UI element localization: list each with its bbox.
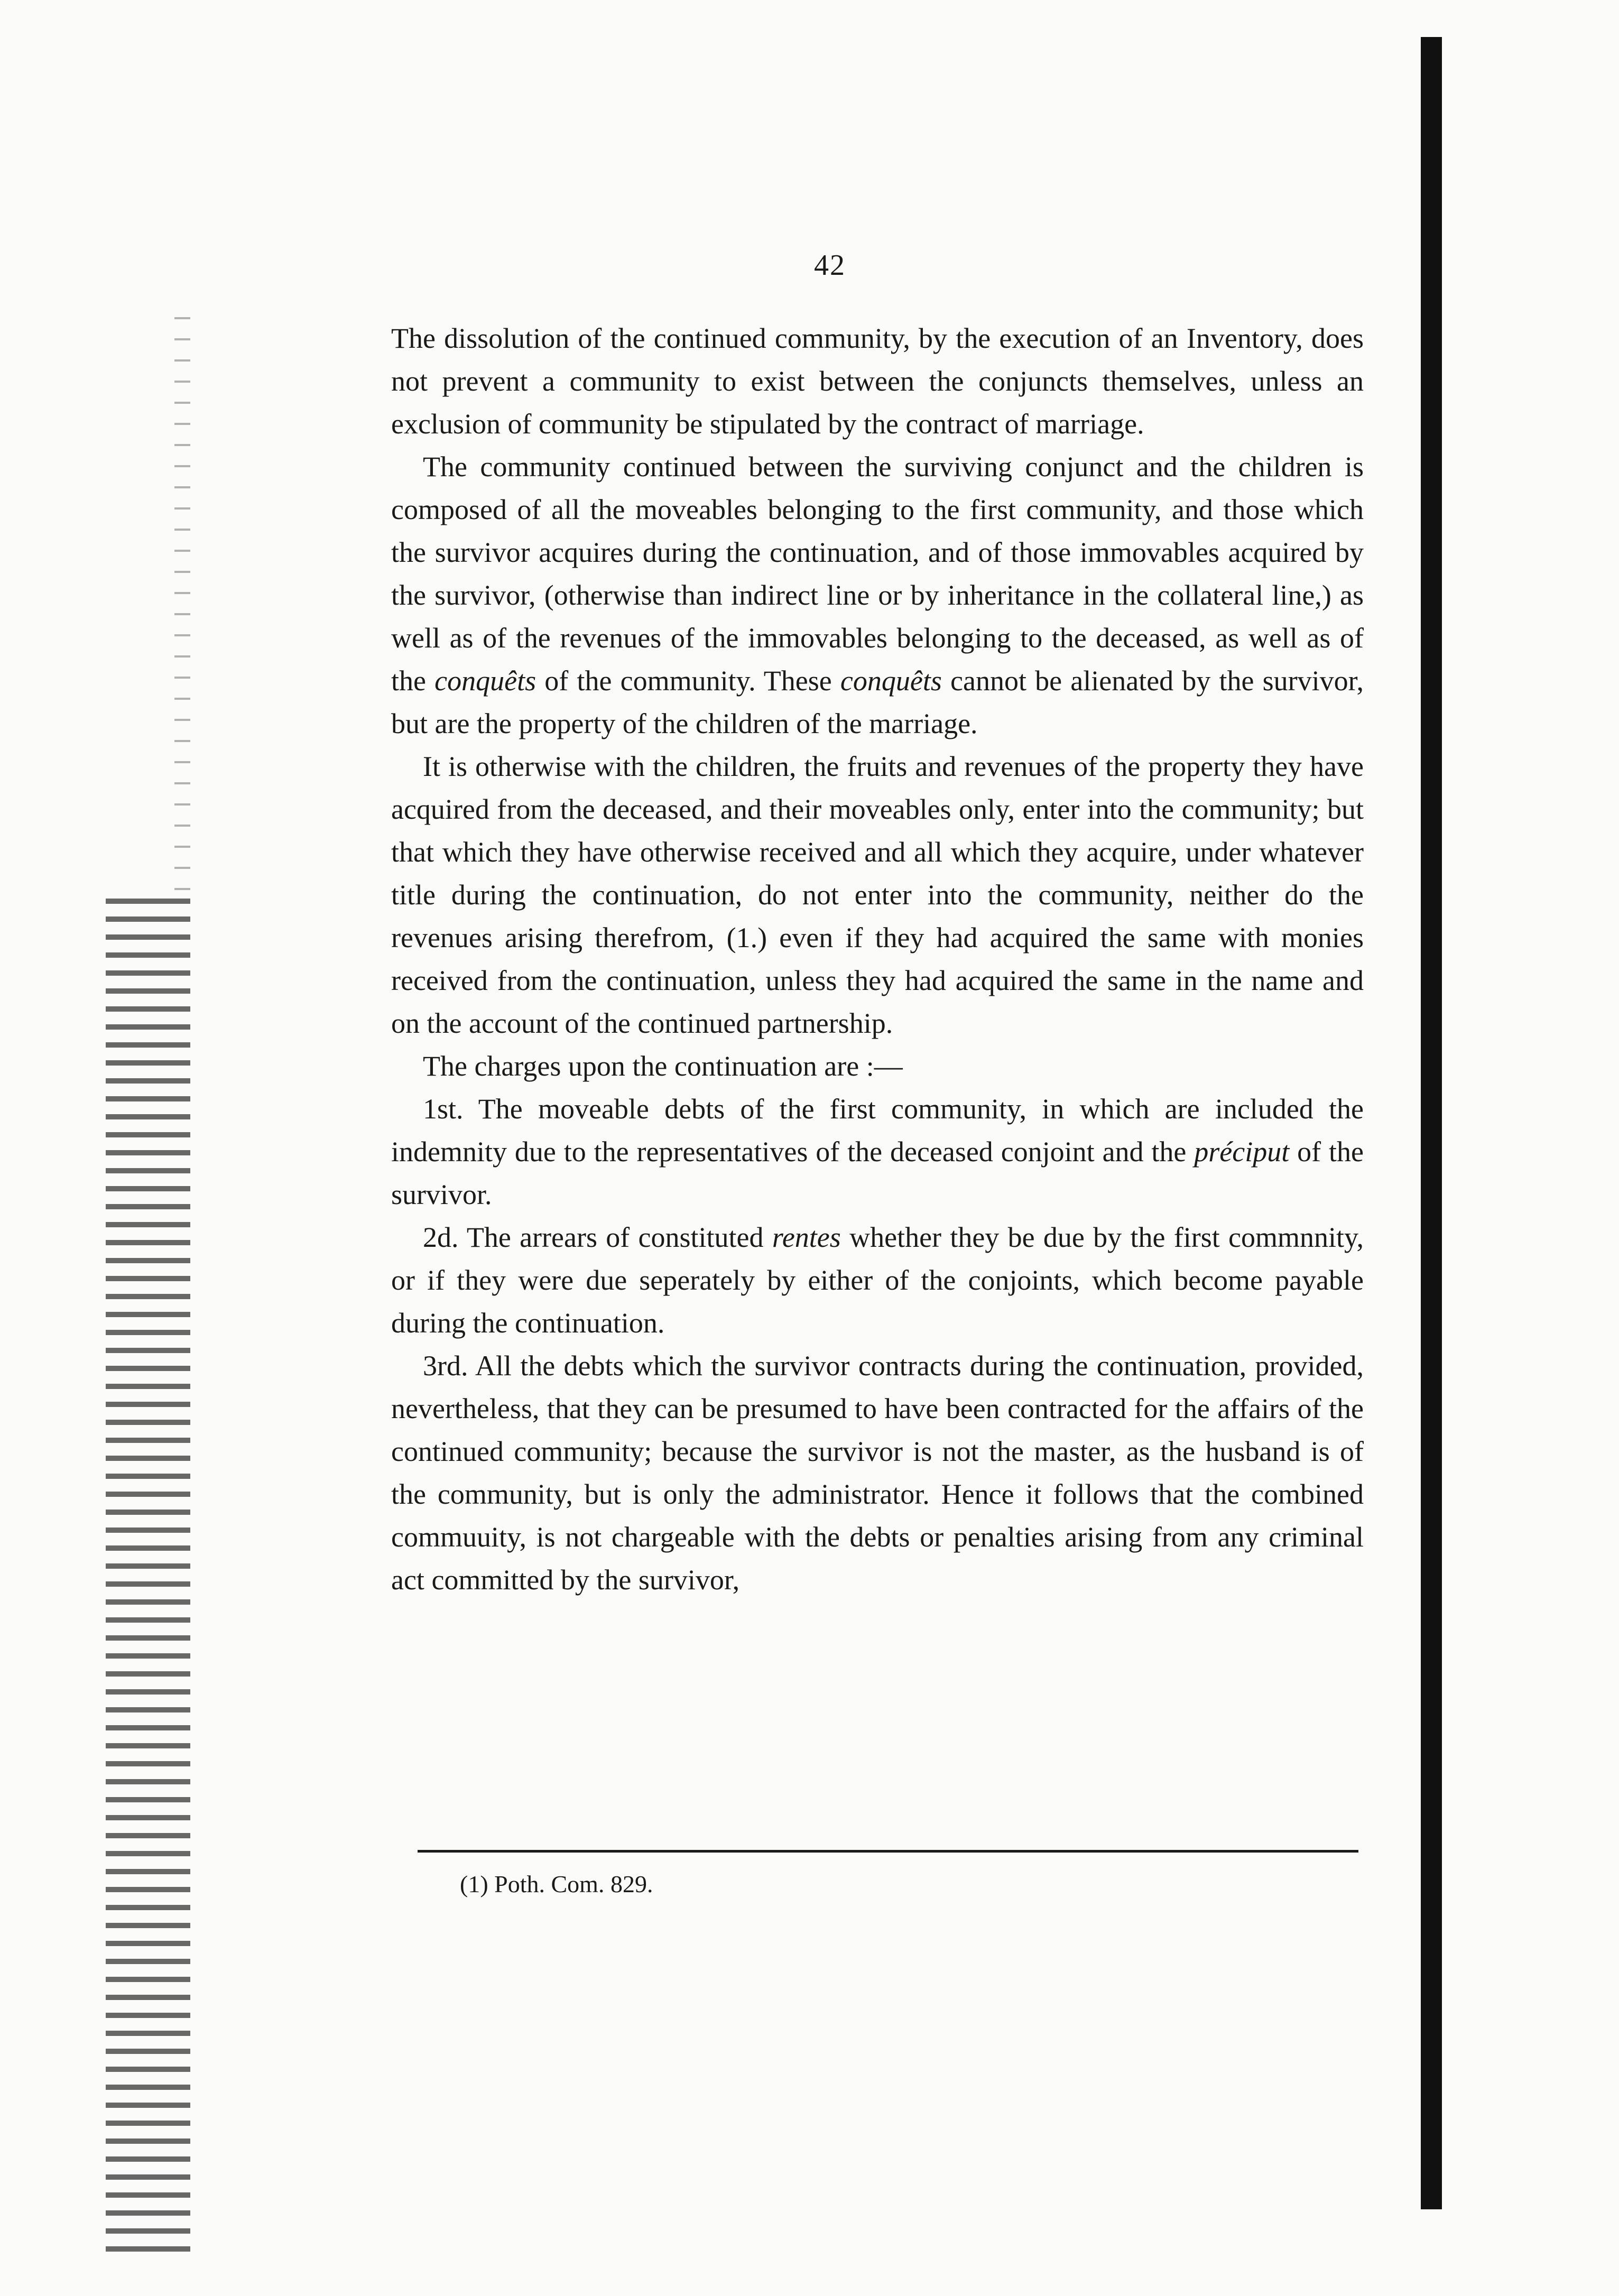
footnote-rule — [418, 1850, 1358, 1853]
paragraph-3: It is otherwise with the children, the fruits and revenues of the property they have acquired from the deceased, and their moveables only, enter into the community; but that which they have otherwise received and all which they acquire, under whatever title during the continuation, do not enter into the community, neither do the revenues arising therefrom, (1.) even if they had acquired the same with monies received from the continuation, unless they had acquired the same in the name and on the account of the continued partnership. — [391, 751, 1364, 1039]
italic-term: conquêts — [840, 665, 942, 697]
page-number: 42 — [814, 249, 846, 282]
footnote: (1) Poth. Com. 829. — [460, 1871, 653, 1897]
body-text — [391, 317, 1364, 1601]
italic-term: conquêts — [434, 665, 536, 697]
scan-edge-artifact — [106, 899, 190, 2262]
italic-term: rentes — [772, 1221, 841, 1253]
paragraph-5: 1st. The moveable debts of the first community, in which are included the indemnity due to the representatives of the deceased conjoint and the préciput of the survivor. — [391, 1093, 1364, 1210]
italic-term: préciput — [1194, 1136, 1290, 1168]
binding-shadow-bar — [1421, 37, 1442, 2209]
paragraph-1: The dissolution of the continued community, by the execution of an Inventory, does not prevent a community to exist between the conjuncts themselves, unless an exclusion of community be stipulated by the contract of marriage. — [391, 322, 1364, 440]
paragraph-4: The charges upon the continuation are :— — [423, 1050, 903, 1082]
scan-edge-artifact-thin — [174, 317, 190, 899]
paragraph-2: The community continued between the surviving conjunct and the children is composed of all the moveables belonging to the first community, and those which the survivor acquires during the continuation, and of those immovables acquired by the survivor, (otherwise than indirect line or by inheritance in the collateral line,) as well as of the revenues of the immovables belonging to the deceased, as well as of the conquêts of the community. These conquêts cannot be alienated by the survivor, but are the property of the children of the marriage. — [391, 451, 1364, 739]
paragraph-6: 2d. The arrears of constituted rentes whether they be due by the first commnnity, or if they were due seperately by either of the conjoints, which become payable during the continuation. — [391, 1221, 1364, 1339]
paragraph-7: 3rd. All the debts which the survivor contracts during the continuation, provided, nevertheless, that they can be presumed to have been contracted for the affairs of the continued community; because the survivor is not the master, as the husband is of the community, but is only the administrator. Hence it follows that the combined commuuity, is not chargeable with the debts or penalties arising from any criminal act committed by the survivor, — [391, 1350, 1364, 1596]
